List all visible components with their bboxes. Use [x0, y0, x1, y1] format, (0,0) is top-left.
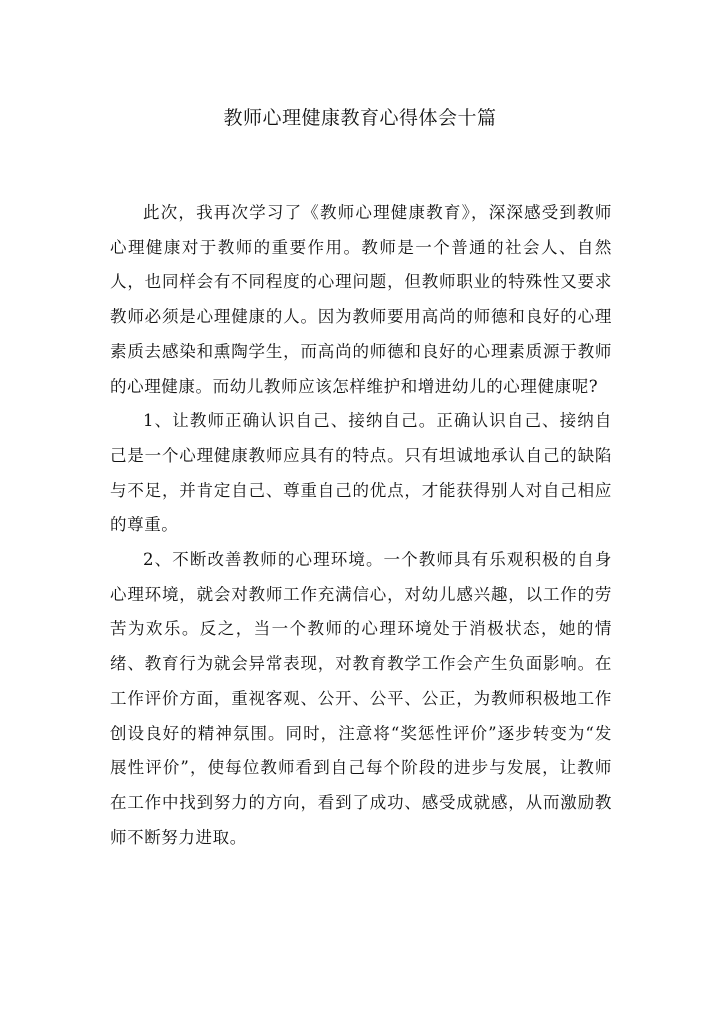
paragraph-intro: 此次，我再次学习了《教师心理健康教育》，深深感受到教师心理健康对于教师的重要作用。教师是一个普通的社会人、自然人，也同样会有不同程度的心理问题，但教师职业的特殊性又要求教师必须是心理健康的人。因为教师要用高尚的师德和良好的心理素质去感染和熏陶学生，而高尚的师德和良好的心理素质源于教师的心理健康。而幼儿教师应该怎样维护和增进幼儿的心理健康呢?	[110, 203, 612, 396]
paragraph-point-1: 1、让教师正确认识自己、接纳自己。正确认识自己、接纳自己是一个心理健康教师应具有的特点。只有坦诚地承认自己的缺陷与不足，并肯定自己、尊重自己的优点，才能获得别人对自己相应的尊重。	[110, 411, 612, 535]
document-title: 教师心理健康教育心得体会十篇	[223, 107, 497, 129]
document-body	[110, 196, 612, 855]
paragraph-point-2: 2、不断改善教师的心理环境。一个教师具有乐观积极的自身心理环境，就会对教师工作充满信心，对幼儿感兴趣，以工作的劳苦为欢乐。反之，当一个教师的心理环境处于消极状态，她的情绪、教育行为就会异常表现，对教育教学工作会产生负面影响。在工作评价方面，重视客观、公开、公平、公正，为教师积极地工作创设良好的精神氛围。同时，注意将“奖惩性评价”逐步转变为“发展性评价”，使每位教师看到自己每个阶段的进步与发展，让教师在工作中找到努力的方向，看到了成功、感受成就感，从而激励教师不断努力进取。	[110, 550, 612, 847]
